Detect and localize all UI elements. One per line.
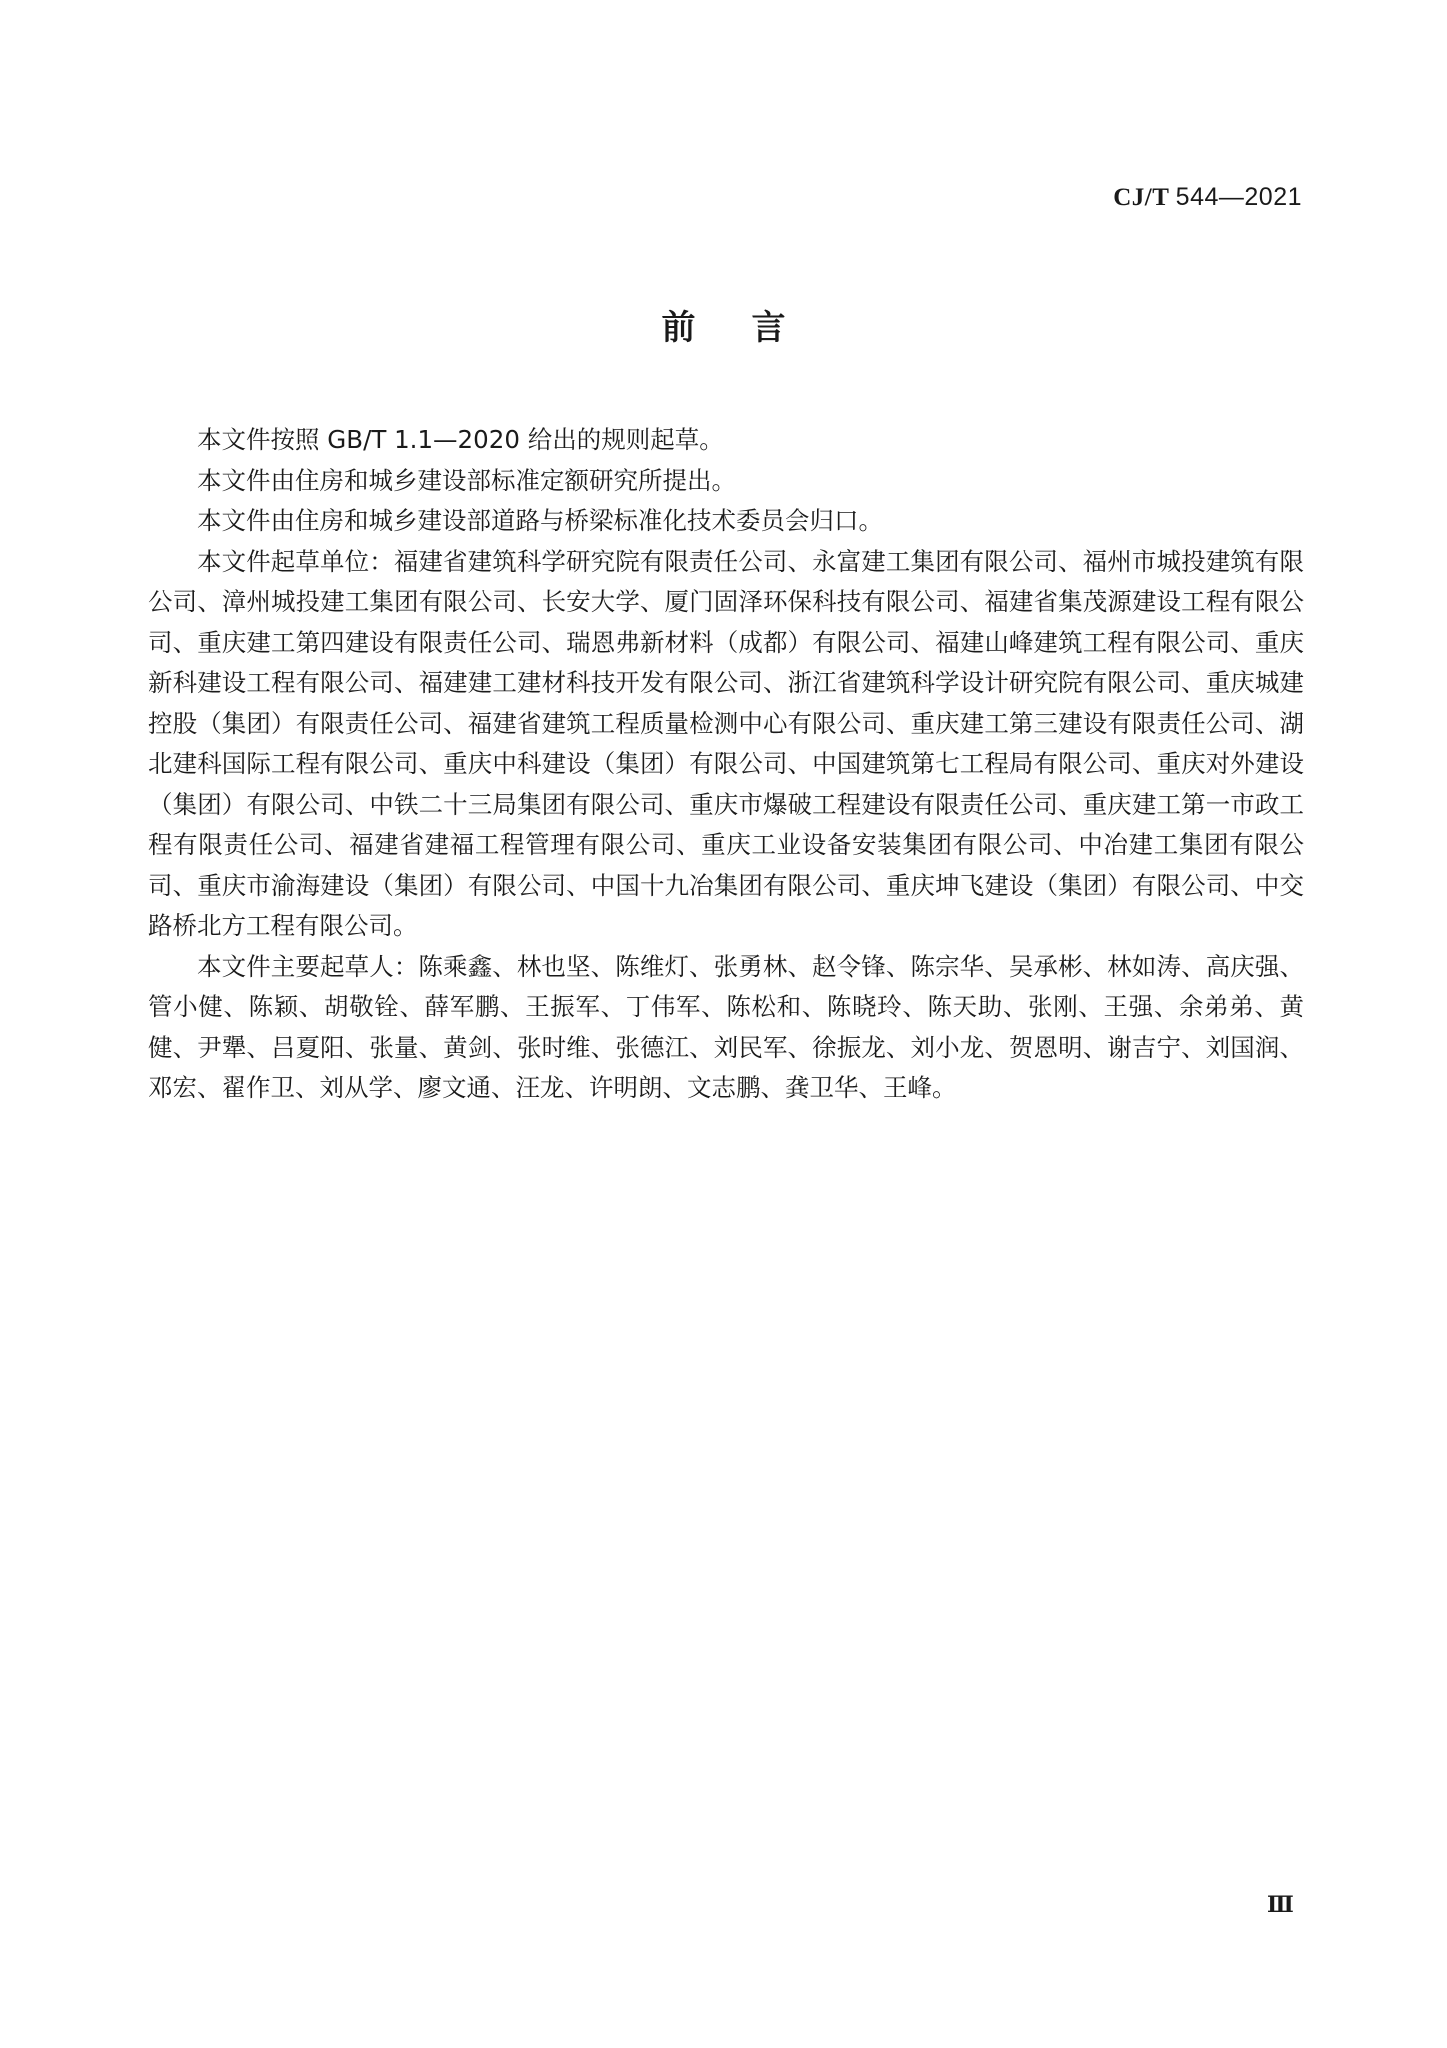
main-drafters-paragraph: 本文件主要起草人：陈乘鑫、林也坚、陈维灯、张勇林、赵令锋、陈宗华、吴承彬、林如涛、高庆强、管小健、陈颖、胡敬铨、薛军鹏、王振军、丁伟军、陈松和、陈晓玲、陈天助、张刚、王强、余弟弟、黄健、尹犟、吕夏阳、张量、黄剑、张时维、张德江、刘民军、徐振龙、刘小龙、贺恩明、谢吉宁、刘国润、邓宏、翟作卫、刘从学、廖文通、汪龙、许明朗、文志鹏、龚卫华、王峰。 (148, 951, 1304, 1102)
foreword-body (148, 420, 1304, 1109)
drafting-rules-paragraph: 本文件按照 GB/T 1.1—2020 给出的规则起草。 (197, 425, 724, 454)
standard-code-number: 544—2021 (1175, 183, 1302, 211)
page-title: 前言 (661, 308, 842, 348)
standard-code (1113, 183, 1302, 212)
proposer-paragraph: 本文件由住房和城乡建设部标准定额研究所提出。 (197, 465, 736, 495)
standard-code-prefix: CJ/T (1113, 184, 1176, 211)
centralized-management-paragraph: 本文件由住房和城乡建设部道路与桥梁标准化技术委员会归口。 (197, 506, 883, 535)
page-number: Ⅲ (1267, 1892, 1294, 1917)
drafting-units-paragraph: 本文件起草单位：福建省建筑科学研究院有限责任公司、永富建工集团有限公司、福州市城投建筑有限公司、漳州城投建工集团有限公司、长安大学、厦门固泽环保科技有限公司、福建省集茂源建设工程有限公司、重庆建工第四建设有限责任公司、瑞恩弗新材料（成都）有限公司、福建山峰建筑工程有限公司、重庆新科建设工程有限公司、福建建工建材科技开发有限公司、浙江省建筑科学设计研究院有限公司、重庆城建控股（集团）有限责任公司、福建省建筑工程质量检测中心有限公司、重庆建工第三建设有限责任公司、湖北建科国际工程有限公司、重庆中科建设（集团）有限公司、中国建筑第七工程局有限公司、重庆对外建设（集团）有限公司、中铁二十三局集团有限公司、重庆市爆破工程建设有限责任公司、重庆建工第一市政工程有限责任公司、福建省建福工程管理有限公司、重庆工业设备安装集团有限公司、中冶建工集团有限公司、重庆市渝海建设（集团）有限公司、中国十九冶集团有限公司、重庆坤飞建设（集团）有限公司、中交路桥北方工程有限公司。 (148, 546, 1304, 940)
